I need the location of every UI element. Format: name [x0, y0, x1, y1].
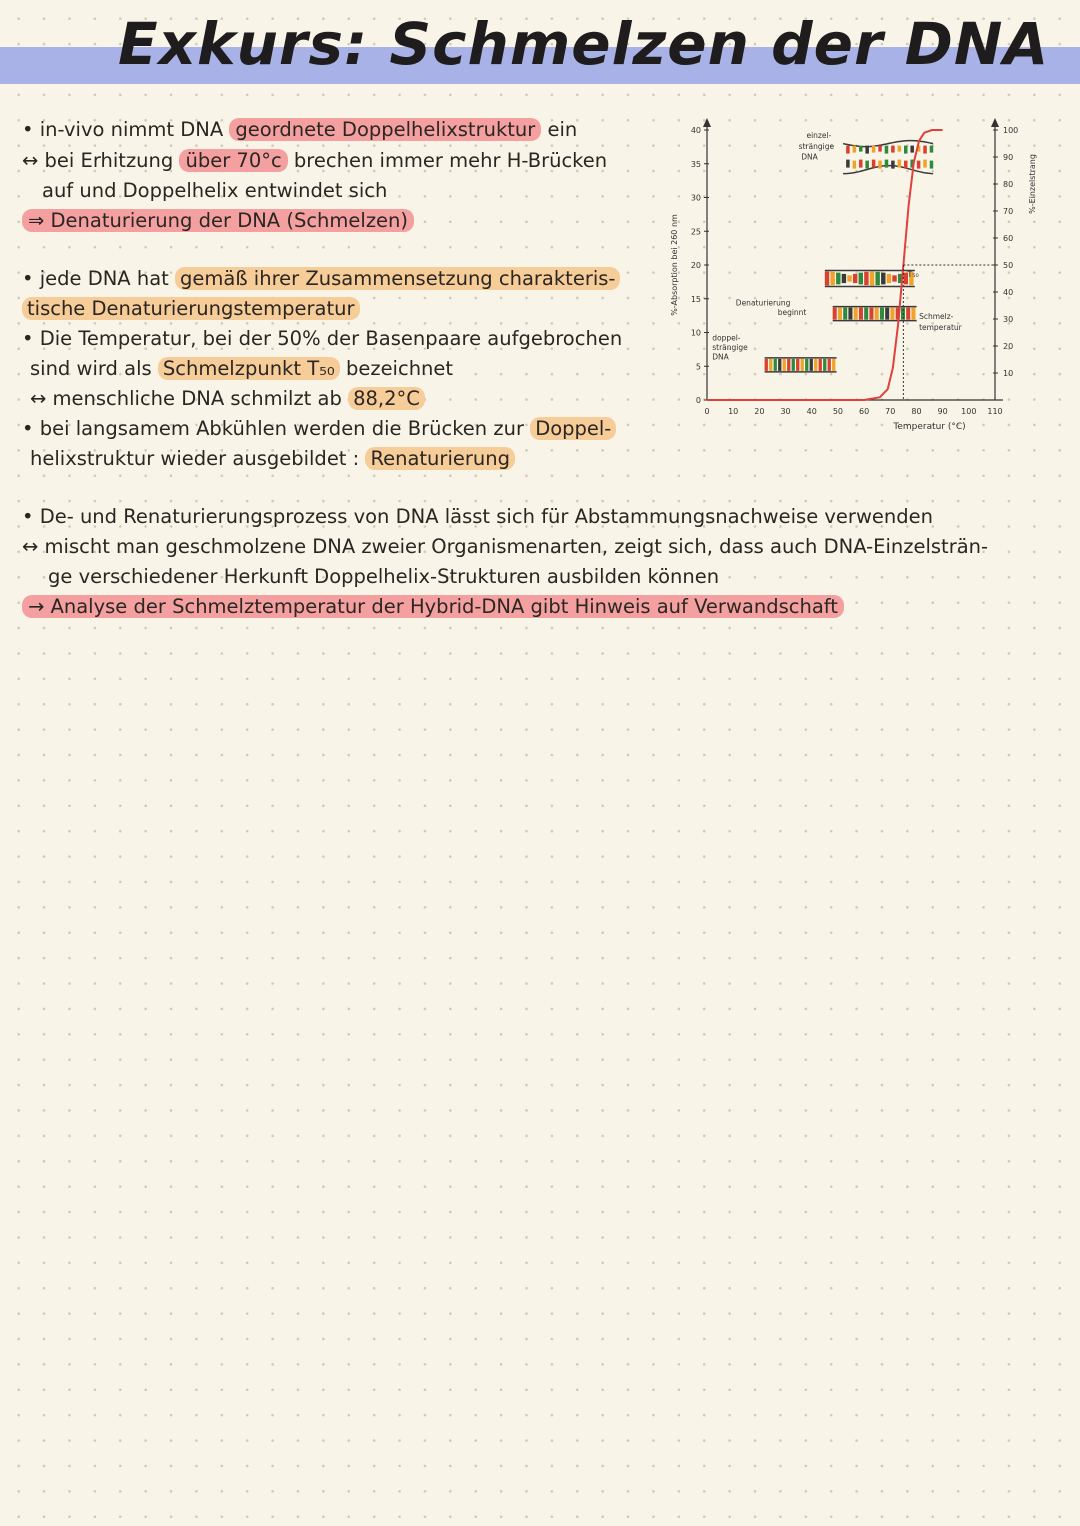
base-tick: [885, 146, 889, 154]
base-pair-bar: [859, 308, 863, 320]
y-tick-label: 20: [690, 261, 701, 270]
t50-label: T₅₀: [907, 270, 919, 279]
note-line: [22, 592, 844, 622]
note-text: ↔ menschliche DNA schmilzt ab: [30, 387, 342, 410]
base-pair-bar: [885, 308, 889, 320]
note-text: • bei langsamem Abkühlen werden die Brücken zur: [22, 417, 524, 440]
base-pair-bar: [890, 308, 894, 320]
note-line: • Die Temperatur, bei der 50% der Basenpaare aufgebrochen: [22, 327, 623, 350]
base-tick: [878, 161, 882, 169]
base-pair-bar: [823, 359, 826, 371]
base-tick: [865, 146, 869, 154]
note-text: sind wird als: [30, 357, 152, 380]
y2-axis-arrow: [991, 118, 999, 127]
base-tick: [898, 160, 902, 168]
base-pair-bar: [853, 274, 857, 283]
x-tick-label: 80: [911, 407, 922, 416]
note-text: brechen immer mehr H-Brücken: [293, 149, 608, 172]
y-tick-label: 10: [690, 328, 701, 338]
y2-tick-label: 100: [1003, 126, 1019, 135]
note-line: ge verschiedener Herkunft Doppelhelix-Strukturen ausbilden können: [48, 565, 720, 588]
highlight-orange: Doppel-: [530, 417, 616, 440]
base-tick: [930, 161, 934, 169]
x-tick-label: 0: [704, 407, 710, 416]
base-pair-bar: [906, 308, 910, 320]
note-text: ↔ bei Erhitzung: [22, 149, 174, 172]
y-tick-label: 0: [695, 396, 701, 405]
base-pair-bar: [842, 274, 846, 283]
base-tick: [891, 161, 895, 169]
y-tick-label: 25: [690, 227, 701, 237]
note-line: ↔ mischt man geschmolzene DNA zweier Organismenarten, zeigt sich, dass auch DNA-Einzelsträn-: [22, 535, 989, 558]
base-tick: [846, 160, 850, 168]
y-tick-label: 15: [690, 294, 701, 304]
base-pair-bar: [774, 359, 777, 371]
base-pair-bar: [911, 308, 915, 320]
annotation-melting-temp: temperatur: [919, 322, 962, 332]
base-tick: [891, 146, 895, 153]
annotation-single-strand: strängige: [798, 141, 835, 151]
base-pair-bar: [825, 272, 829, 286]
note-line: • De- und Renaturierungsprozess von DNA lässt sich für Abstammungsnachweise verwenden: [22, 505, 933, 528]
highlight-pink: geordnete Doppelhelixstruktur: [229, 118, 541, 141]
base-tick: [930, 146, 934, 153]
chart-marks: [707, 130, 995, 400]
note-text: bezeichnet: [345, 357, 454, 380]
base-tick: [923, 160, 927, 168]
base-tick: [859, 146, 863, 152]
base-pair-bar: [792, 359, 795, 371]
highlight-orange: gemäß ihrer Zusammensetzung charakteris-: [175, 267, 620, 290]
y2-tick-label: 60: [1003, 234, 1014, 243]
y2-tick-label: 80: [1003, 180, 1014, 189]
page-title: Exkurs: Schmelzen der DNA: [118, 10, 1050, 78]
x-tick-label: 50: [832, 407, 844, 416]
x-axis-label: Temperatur (°C): [893, 422, 966, 432]
note-line: [22, 414, 616, 444]
base-tick: [904, 161, 908, 169]
base-pair-bar: [833, 308, 837, 320]
y2-tick-label: 20: [1003, 342, 1014, 351]
base-tick: [923, 146, 927, 154]
base-pair-bar: [805, 359, 808, 371]
base-tick: [853, 146, 857, 153]
base-pair-bar: [875, 308, 879, 320]
base-pair-bar: [783, 359, 786, 371]
note-line: [30, 354, 453, 384]
highlight-pink: → Analyse der Schmelztemperatur der Hybrid-DNA gibt Hinweis auf Verwandschaft: [22, 595, 844, 618]
base-tick: [872, 160, 876, 168]
highlight-pink: ⇒ Denaturierung der DNA (Schmelzen): [22, 209, 414, 232]
x-tick-label: 100: [961, 407, 977, 416]
y-axis-label: %-Absorption bei 260 nm: [670, 214, 679, 316]
y-axis-arrow: [703, 118, 711, 127]
highlight-orange: Schmelzpunkt T₅₀: [158, 357, 340, 380]
x-tick-label: 30: [780, 407, 791, 416]
note-line: [22, 294, 360, 324]
base-pair-bar: [810, 359, 813, 371]
annotation-double-strand: doppel-: [712, 333, 741, 343]
note-line: [22, 115, 577, 145]
x-tick-label: 20: [754, 407, 765, 416]
note-line: [22, 264, 620, 294]
base-pair-bar: [859, 273, 863, 285]
base-pair-bar: [875, 272, 879, 285]
base-pair-bar: [864, 308, 868, 320]
y2-tick-label: 10: [1003, 369, 1014, 378]
chart-axes: [703, 118, 1003, 400]
base-pair-bar: [887, 274, 891, 283]
annotation-double-strand: strängige: [712, 343, 748, 353]
note-line: [30, 444, 515, 474]
melting-curve-chart: [655, 110, 1055, 455]
y2-tick-label: 40: [1003, 288, 1014, 297]
base-pair-bar: [847, 275, 851, 281]
base-pair-bar: [778, 359, 781, 371]
annotation-denaturation: beginnt: [777, 307, 807, 317]
base-pair-bar: [854, 308, 858, 320]
base-pair-bar: [819, 359, 822, 371]
note-line: [30, 384, 425, 414]
note-line: auf und Doppelhelix entwindet sich: [42, 179, 388, 202]
base-pair-bar: [869, 308, 873, 320]
base-pair-bar: [864, 272, 868, 285]
note-line: [22, 206, 414, 236]
base-pair-bar: [881, 273, 885, 285]
x-tick-label: 110: [987, 407, 1003, 416]
note-text: • jede DNA hat: [22, 267, 169, 290]
base-pair-bar: [838, 308, 842, 320]
x-tick-label: 70: [885, 407, 896, 416]
note-text: • in-vivo nimmt DNA: [22, 118, 224, 141]
base-tick: [859, 160, 863, 168]
base-pair-bar: [832, 359, 835, 371]
base-pair-bar: [848, 308, 852, 320]
annotation-single-strand: einzel-: [806, 131, 832, 141]
denaturing-dna-icon: [833, 307, 917, 321]
base-pair-bar: [796, 359, 799, 371]
x-tick-label: 10: [728, 407, 739, 416]
x-tick-label: 90: [937, 407, 948, 416]
note-text: helixstruktur wieder ausgebildet :: [30, 447, 360, 470]
y2-tick-label: 90: [1003, 153, 1014, 162]
base-tick: [846, 146, 850, 154]
base-tick: [853, 161, 857, 169]
x-tick-label: 40: [806, 407, 817, 416]
highlight-orange: Renaturierung: [365, 447, 515, 470]
base-pair-bar: [830, 272, 834, 285]
base-pair-bar: [880, 308, 884, 320]
note-line: [22, 146, 607, 176]
y-tick-label: 40: [690, 126, 701, 135]
y-tick-label: 30: [690, 193, 701, 203]
base-pair-bar: [787, 359, 790, 371]
y-tick-label: 35: [690, 159, 701, 169]
x-tick-label: 60: [858, 407, 870, 416]
annotation-single-strand: DNA: [801, 152, 818, 162]
single-strand-dna-icon: [843, 141, 933, 174]
dna-illustrations: [765, 141, 934, 372]
y2-tick-label: 30: [1003, 315, 1014, 324]
base-tick: [910, 146, 914, 153]
base-pair-bar: [801, 359, 804, 371]
base-tick: [865, 161, 869, 169]
highlight-pink: über 70°c: [179, 149, 287, 172]
base-pair-bar: [814, 359, 817, 371]
y2-tick-label: 70: [1003, 207, 1014, 216]
annotation-double-strand: DNA: [712, 352, 729, 362]
note-text: ein: [547, 118, 578, 141]
base-tick: [898, 146, 902, 152]
y2-axis-label: %-Einzelstrang: [1028, 154, 1037, 214]
base-pair-bar: [765, 359, 768, 371]
base-pair-bar: [870, 272, 874, 286]
double-strand-dna-icon: [765, 358, 837, 372]
y2-tick-label: 50: [1003, 261, 1014, 270]
highlight-orange: tische Denaturierungstemperatur: [22, 297, 360, 320]
annotation-melting-temp: Schmelz-: [919, 312, 954, 321]
annotation-denaturation: Denaturierung: [735, 298, 791, 308]
base-tick: [878, 146, 882, 152]
base-tick: [885, 160, 889, 168]
base-tick: [872, 146, 876, 153]
y-tick-label: 5: [695, 362, 701, 372]
base-tick: [917, 161, 921, 169]
base-pair-bar: [843, 308, 847, 320]
base-pair-bar: [769, 359, 772, 371]
base-tick: [904, 146, 908, 154]
base-pair-bar: [828, 359, 831, 371]
base-pair-bar: [892, 275, 896, 281]
highlight-orange: 88,2°C: [348, 387, 425, 410]
base-pair-bar: [836, 273, 840, 285]
